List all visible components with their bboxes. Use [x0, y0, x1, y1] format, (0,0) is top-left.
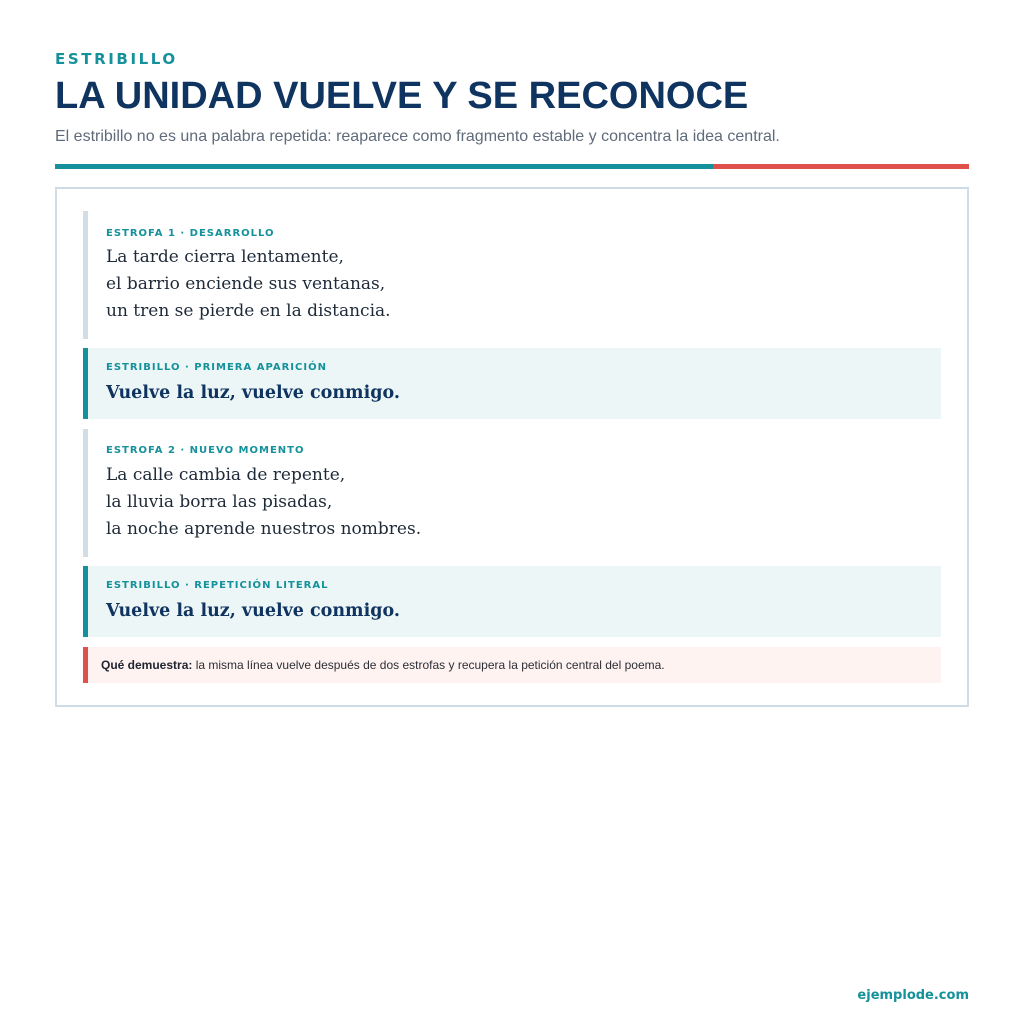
header-kicker: ESTRIBILLO [55, 50, 178, 68]
divider-teal-segment [55, 164, 713, 169]
header-divider [55, 164, 969, 169]
stanza-2-line-2: la lluvia borra las pisadas, [106, 492, 333, 512]
stanza-1-line-1: La tarde cierra lentamente, [106, 247, 344, 267]
page-title: LA UNIDAD VUELVE Y SE RECONOCE [55, 75, 749, 117]
stanza-1-label: ESTROFA 1 · DESARROLLO [106, 228, 275, 239]
poem-card [55, 187, 969, 707]
refrain-2-block [83, 566, 941, 637]
stanza-2-block [83, 429, 941, 557]
stanza-2-line-3: la noche aprende nuestros nombres. [106, 519, 422, 539]
refrain-1-label: ESTRIBILLO · PRIMERA APARICIÓN [106, 362, 327, 373]
stanza-2-label: ESTROFA 2 · NUEVO MOMENTO [106, 445, 305, 456]
page-subtitle: El estribillo no es una palabra repetida: reaparece como fragmento estable y concentra la idea central. [55, 128, 780, 145]
refrain-1-block [83, 348, 941, 419]
stanza-1-line-3: un tren se pierde en la distancia. [106, 301, 391, 321]
note-label: Qué demuestra: [101, 658, 193, 672]
stanza-1-line-2: el barrio enciende sus ventanas, [106, 274, 386, 294]
refrain-1-line: Vuelve la luz, vuelve conmigo. [106, 383, 400, 403]
refrain-2-line: Vuelve la luz, vuelve conmigo. [106, 601, 400, 621]
divider-red-segment [713, 164, 969, 169]
note-text: la misma línea vuelve después de dos estrofas y recupera la petición central del poema. [192, 658, 665, 672]
stanza-2-line-1: La calle cambia de repente, [106, 465, 346, 485]
demonstration-note [83, 647, 941, 683]
brand-footer: ejemplode.com [857, 988, 969, 1003]
refrain-2-label: ESTRIBILLO · REPETICIÓN LITERAL [106, 580, 329, 591]
stanza-1-block [83, 211, 941, 339]
